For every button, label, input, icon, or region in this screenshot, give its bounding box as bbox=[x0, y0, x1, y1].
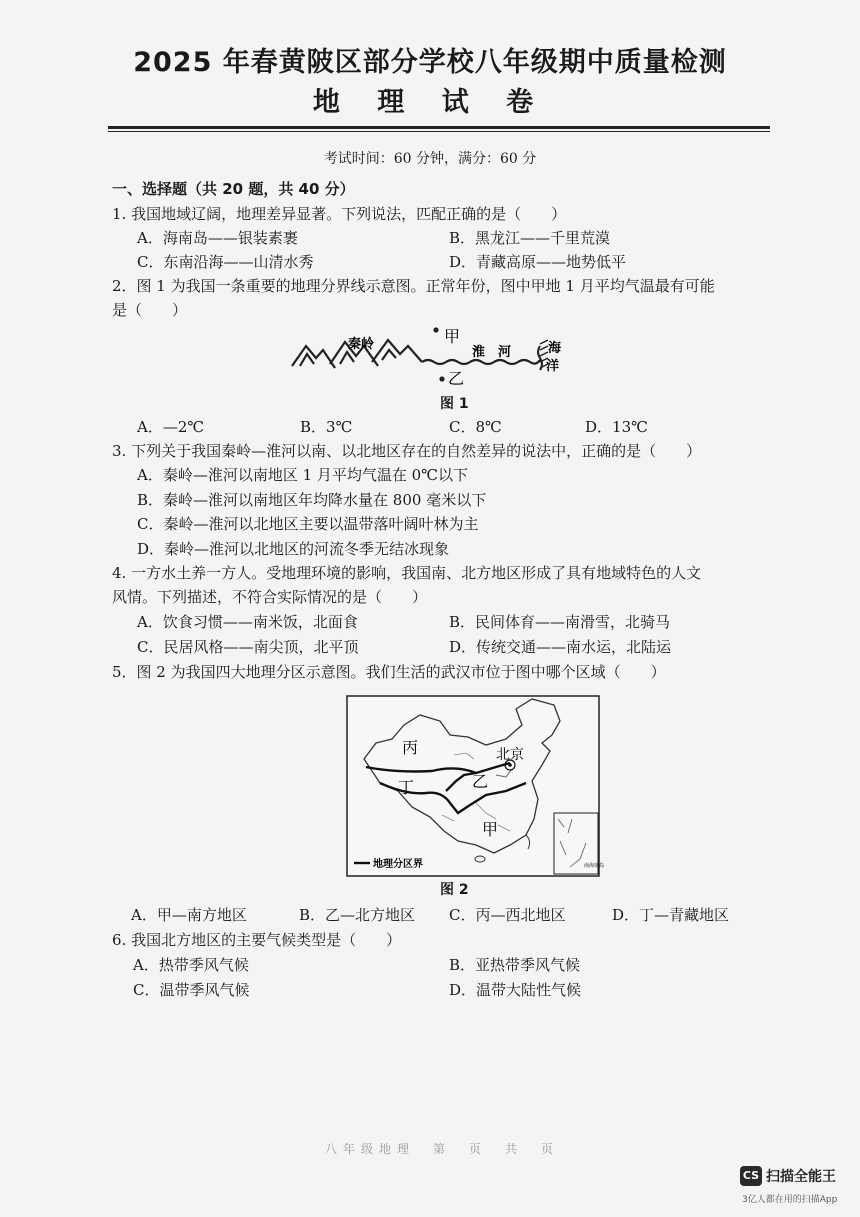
title-rule-thin bbox=[108, 131, 770, 132]
q5-option-d: D．丁—青藏地区 bbox=[612, 906, 730, 924]
camscanner-tagline: 3亿人都在用的扫描App bbox=[742, 1195, 838, 1205]
q4-stem-line2: 风情。下列描述，不符合实际情况的是（ ） bbox=[112, 588, 428, 606]
huaihe-river-line bbox=[422, 360, 540, 364]
q2-option-c: C．8℃ bbox=[449, 418, 502, 436]
label-beijing: 北京 bbox=[496, 747, 524, 763]
camscanner-brand: 扫描全能王 bbox=[766, 1169, 836, 1185]
inset-label: 南海诸岛 bbox=[584, 863, 605, 869]
region-label-jia: 甲 bbox=[482, 820, 499, 839]
region-label-ding: 丁 bbox=[398, 778, 415, 797]
q2-stem-line1: 2．图 1 为我国一条重要的地理分界线示意图。正常年份，图中甲地 1 月平均气温最有可能 bbox=[112, 277, 715, 295]
page-footer: 八年级地理 第 页 共 页 bbox=[325, 1142, 560, 1156]
q4-option-a: A．饮食习惯——南米饭，北面食 bbox=[137, 613, 358, 631]
point-jia bbox=[433, 327, 438, 332]
region-label-yi: 乙 bbox=[472, 772, 489, 791]
title-rule-thick bbox=[108, 126, 770, 129]
label-yang: 洋 bbox=[546, 359, 560, 374]
beijing-marker-dot bbox=[508, 763, 512, 767]
q4-option-d: D．传统交通——南水运，北陆运 bbox=[449, 638, 672, 656]
q6-option-d: D．温带大陆性气候 bbox=[449, 981, 582, 999]
q2-stem-line2: 是（ ） bbox=[112, 301, 188, 319]
exam-title: 2025 年春黄陂区部分学校八年级期中质量检测 bbox=[133, 47, 727, 78]
figure-1-caption: 图 1 bbox=[440, 396, 469, 412]
q1-stem: 1. 我国地域辽阔，地理差异显著。下列说法，匹配正确的是（ ） bbox=[112, 205, 567, 223]
label-hai: 海 bbox=[548, 341, 562, 356]
q4-option-b: B．民间体育——南滑雪，北骑马 bbox=[449, 613, 671, 631]
q2-option-a: A．—2℃ bbox=[137, 418, 205, 436]
region-label-bing: 丙 bbox=[402, 738, 419, 757]
q4-option-c: C．民居风格——南尖顶，北平顶 bbox=[137, 638, 359, 656]
q1-option-c: C．东南沿海——山清水秀 bbox=[137, 253, 314, 271]
figure-2-china-regions-map bbox=[346, 695, 605, 877]
figure-1-qinling-huaihe-diagram bbox=[290, 322, 580, 390]
q1-option-d: D．青藏高原——地势低平 bbox=[449, 253, 627, 271]
q4-stem-line1: 4. 一方水土养一方人。受地理环境的影响，我国南、北方地区形成了具有地域特色的人文 bbox=[112, 564, 702, 582]
q5-option-b: B．乙—北方地区 bbox=[299, 906, 416, 924]
section-heading: 一、选择题（共 20 题，共 40 分） bbox=[112, 180, 355, 198]
q2-option-d: D．13℃ bbox=[585, 418, 648, 436]
q6-option-c: C．温带季风气候 bbox=[133, 981, 250, 999]
figure-2-caption: 图 2 bbox=[440, 882, 469, 898]
exam-subtitle: 地 理 试 卷 bbox=[312, 87, 548, 118]
exam-info: 考试时间：60 分钟，满分：60 分 bbox=[323, 151, 537, 167]
q3-stem: 3. 下列关于我国秦岭—淮河以南、以北地区存在的自然差异的说法中，正确的是（ ） bbox=[112, 442, 702, 460]
q3-option-d: D．秦岭—淮河以北地区的河流冬季无结冰现象 bbox=[137, 540, 450, 558]
q6-stem: 6. 我国北方地区的主要气候类型是（ ） bbox=[112, 931, 402, 949]
label-jia: 甲 bbox=[444, 327, 461, 346]
camscanner-logo-icon: CS bbox=[740, 1166, 762, 1186]
legend-label: 地理分区界 bbox=[373, 859, 423, 870]
q6-option-a: A．热带季风气候 bbox=[133, 956, 249, 974]
q3-option-a: A．秦岭—淮河以南地区 1 月平均气温在 0℃以下 bbox=[137, 466, 469, 484]
q3-option-b: B．秦岭—淮河以南地区年均降水量在 800 毫米以下 bbox=[137, 491, 487, 509]
q3-option-c: C．秦岭—淮河以北地区主要以温带落叶阔叶林为主 bbox=[137, 515, 479, 533]
point-yi bbox=[439, 376, 444, 381]
label-huaihe: 淮 河 bbox=[472, 345, 512, 360]
q5-option-c: C．丙—西北地区 bbox=[449, 906, 566, 924]
q1-option-b: B．黑龙江——千里荒漠 bbox=[449, 229, 611, 247]
q2-option-b: B．3℃ bbox=[300, 418, 353, 436]
q5-option-a: A．甲—南方地区 bbox=[131, 906, 247, 924]
q6-option-b: B．亚热带季风气候 bbox=[449, 956, 581, 974]
q5-stem: 5．图 2 为我国四大地理分区示意图。我们生活的武汉市位于图中哪个区域（ ） bbox=[112, 663, 666, 681]
q1-option-a: A．海南岛——银装素裹 bbox=[137, 229, 298, 247]
label-yi: 乙 bbox=[448, 369, 465, 388]
label-qinling: 秦岭 bbox=[348, 337, 375, 352]
